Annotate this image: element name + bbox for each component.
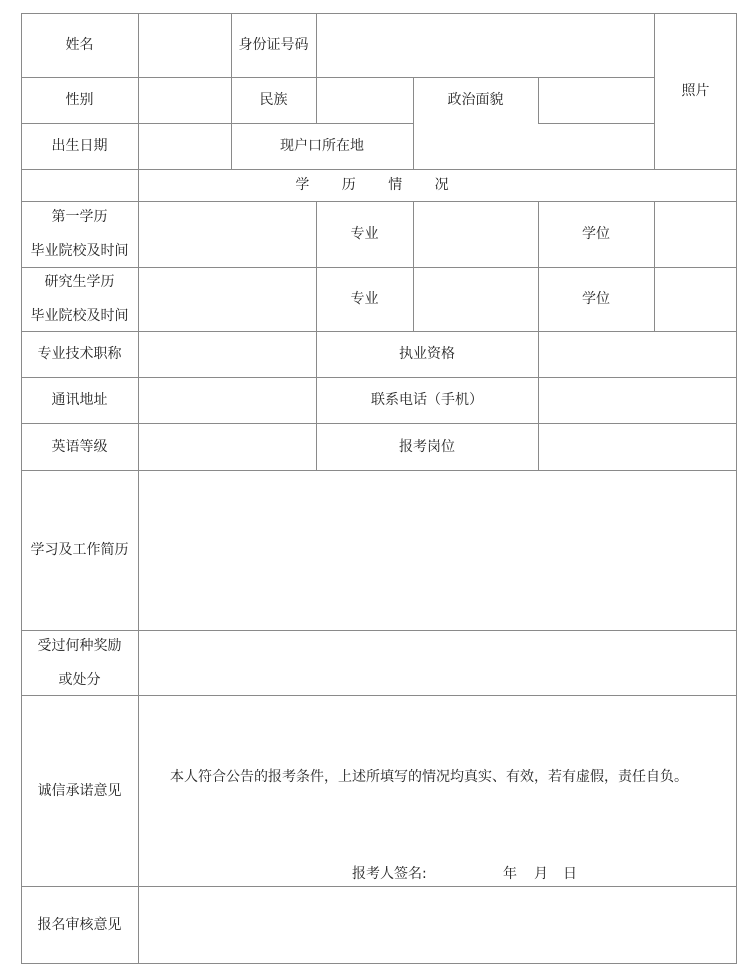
birthdate-field[interactable]: [139, 124, 231, 169]
awards-field[interactable]: [139, 631, 736, 695]
signature-label: 报考人签名:: [352, 866, 427, 882]
birthdate-label: 出生日期: [51, 138, 108, 154]
address-field[interactable]: [139, 378, 316, 423]
review-opinion-field[interactable]: [139, 887, 736, 963]
table-border-bottom: [21, 963, 737, 964]
integrity-pledge-text: 本人符合公告的报考条件，上述所填写的情况均真实、有效，若有虚假，责任自负。: [170, 769, 688, 785]
first-major-label: 专业: [350, 226, 379, 242]
english-level-field[interactable]: [139, 424, 316, 470]
integrity-pledge-label: 诚信承诺意见: [37, 782, 122, 799]
grad-degree-label-line1: 研究生学历: [44, 274, 115, 290]
professional-title-label: 专业技术职称: [37, 346, 122, 362]
ethnicity-label: 民族: [259, 92, 288, 108]
grad-major-field[interactable]: [414, 268, 538, 331]
political-status-field[interactable]: [539, 78, 654, 123]
position-label: 报考岗位: [399, 438, 455, 455]
position-field[interactable]: [539, 424, 736, 470]
grad-degree-label: [21, 267, 138, 331]
grad-degree-school-field[interactable]: [139, 268, 316, 331]
date-month-label: 月: [534, 866, 548, 882]
name-field[interactable]: [139, 14, 231, 77]
english-level-label: 英语等级: [51, 438, 108, 455]
review-opinion-label: 报名审核意见: [37, 916, 122, 933]
residence-label: 现户口所在地: [280, 138, 364, 154]
phone-label: 联系电话（手机）: [371, 392, 483, 408]
address-label: 通讯地址: [51, 392, 108, 408]
date-day-label: 日: [563, 866, 577, 882]
ethnicity-field[interactable]: [317, 78, 413, 123]
first-degree-label-line2: 毕业院校及时间: [30, 243, 129, 259]
awards-label: [21, 630, 138, 695]
id-number-label: 身份证号码: [238, 37, 309, 53]
awards-label-line1: 受过何种奖励: [37, 637, 122, 654]
professional-title-field[interactable]: [139, 332, 316, 377]
grad-degree-label-line2: 毕业院校及时间: [30, 308, 129, 324]
grad-degree-type-label: 学位: [582, 291, 610, 307]
first-major-field[interactable]: [414, 202, 538, 267]
gender-label: 性别: [65, 92, 94, 108]
first-degree-type-field[interactable]: [655, 202, 736, 267]
gender-field[interactable]: [139, 78, 231, 123]
education-section-heading: 学 历 情 况: [295, 177, 463, 193]
grad-major-label: 专业: [350, 291, 379, 307]
residence-field[interactable]: [414, 124, 654, 169]
resume-label: 学习及工作简历: [30, 542, 129, 558]
phone-field[interactable]: [539, 378, 736, 423]
photo-box[interactable]: 照片: [681, 83, 710, 99]
date-year-label: 年: [503, 866, 517, 882]
qualification-label: 执业资格: [399, 346, 455, 362]
application-form-table: [21, 13, 737, 964]
first-degree-type-label: 学位: [582, 226, 610, 242]
grad-degree-type-field[interactable]: [655, 268, 736, 331]
awards-label-line2: 或处分: [58, 671, 101, 688]
first-degree-school-field[interactable]: [139, 202, 316, 267]
first-degree-label: [21, 201, 138, 267]
signature-field[interactable]: [441, 858, 501, 882]
id-number-field[interactable]: [317, 14, 654, 77]
name-label: 姓名: [65, 37, 94, 53]
first-degree-label-line1: 第一学历: [51, 209, 108, 225]
political-status-label: 政治面貌: [447, 92, 504, 108]
resume-field[interactable]: [139, 471, 736, 630]
qualification-field[interactable]: [539, 332, 736, 377]
